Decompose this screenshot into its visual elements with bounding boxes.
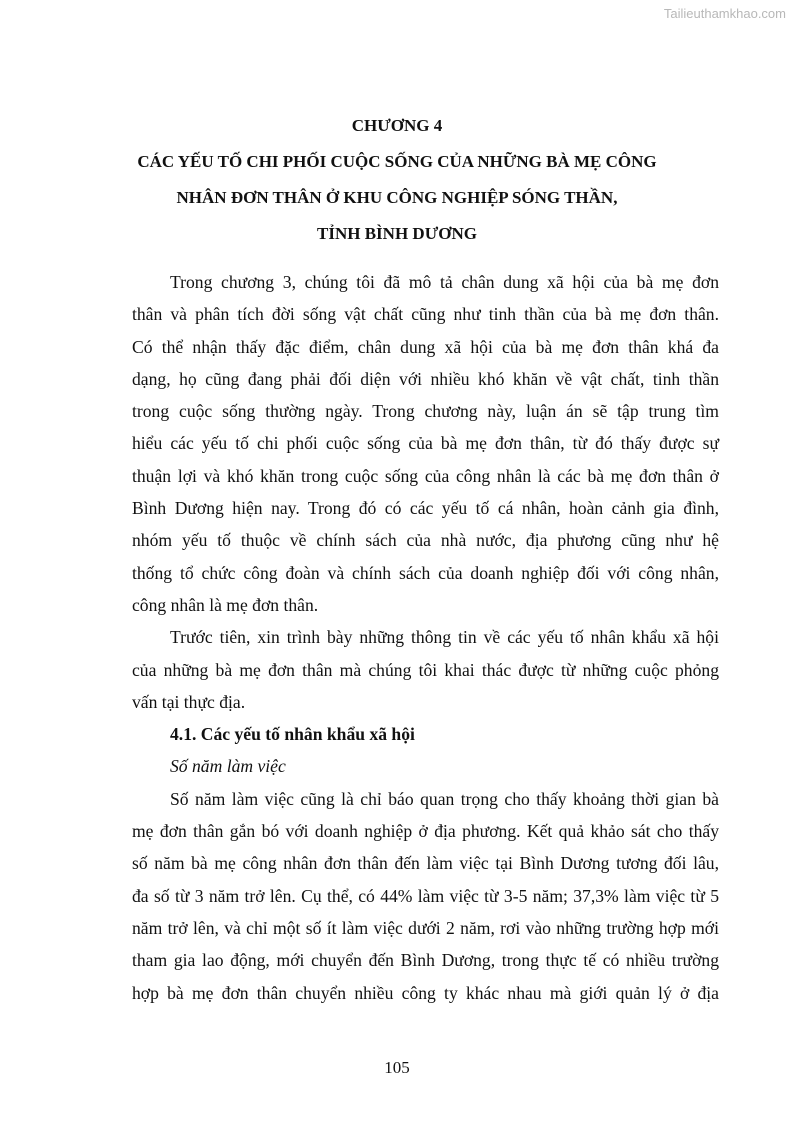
text-line: công nhân là mẹ đơn thân. [132, 594, 319, 615]
text-line: năm trở lên, và chỉ một số ít làm việc dưới 2 năm, rơi vào những trường hợp mới [132, 917, 719, 938]
section-title: 4.1. Các yếu tố nhân khẩu xã hội [170, 724, 415, 745]
chapter-title-line: NHÂN ĐƠN THÂN Ở KHU CÔNG NGHIỆP SÓNG THẦN, [176, 188, 618, 207]
text-line: Trong chương 3, chúng tôi đã mô tả chân dung xã hội của bà mẹ đơn [170, 272, 719, 292]
chapter-title-line: CÁC YẾU TỐ CHI PHỐI CUỘC SỐNG CỦA NHỮNG BÀ MẸ CÔNG [137, 152, 657, 171]
text-line: số năm bà mẹ công nhân đơn thân đến làm việc tại Bình Dương tương đối lâu, [132, 853, 719, 874]
chapter-number: CHƯƠNG 4 [351, 116, 443, 135]
text-line: đa số từ 3 năm trở lên. Cụ thể, có 44% làm việc từ 3-5 năm; 37,3% làm việc từ 5 [132, 885, 719, 906]
text-line: dạng, họ cũng đang phải đối diện với nhiều khó khăn về vật chất, tinh thần [132, 368, 719, 389]
text-line: hợp bà mẹ đơn thân chuyển nhiều công ty khác nhau mà giới quản lý ở địa [132, 982, 719, 1003]
text-line: thống tổ chức công đoàn và chính sách của doanh nghiệp đối với công nhân, [132, 562, 719, 583]
text-line: của những bà mẹ đơn thân mà chúng tôi khai thác được từ những cuộc phỏng [132, 659, 719, 680]
watermark-text: Tailieuthamkhao.com [663, 6, 786, 21]
document-body [132, 266, 719, 1009]
page-number: 105 [384, 1058, 410, 1077]
text-line: thân và phân tích đời sống vật chất cũng như tinh thần của bà mẹ đơn thân. [132, 304, 719, 325]
text-line: vấn tại thực địa. [132, 691, 246, 712]
text-line: thuận lợi và khó khăn trong cuộc sống của công nhân là các bà mẹ đơn thân ở [132, 465, 719, 486]
text-line: nhóm yếu tố thuộc về chính sách của nhà nước, địa phương cũng như hệ [132, 530, 719, 551]
text-line: Trước tiên, xin trình bày những thông tin về các yếu tố nhân khẩu xã hội [170, 627, 719, 648]
text-line: mẹ đơn thân gắn bó với doanh nghiệp ở địa phương. Kết quả khảo sát cho thấy [132, 821, 719, 842]
text-line: tham gia lao động, mới chuyển đến Bình Dương, trong thực tế có nhiều trường [132, 950, 719, 971]
text-line: hiểu các yếu tố chi phối cuộc sống của bà mẹ đơn thân, từ đó thấy được sự [132, 433, 719, 454]
chapter-heading [0, 108, 794, 252]
text-line: Số năm làm việc cũng là chỉ báo quan trọng cho thấy khoảng thời gian bà [170, 788, 719, 809]
chapter-title-line: TỈNH BÌNH DƯƠNG [317, 224, 477, 243]
subsection-title: Số năm làm việc [170, 756, 286, 777]
text-line: trong cuộc sống thường ngày. Trong chương này, luận án sẽ tập trung tìm [132, 401, 719, 422]
text-line: Bình Dương hiện nay. Trong đó có các yếu tố cá nhân, hoàn cảnh gia đình, [132, 498, 719, 519]
text-line: Có thể nhận thấy đặc điểm, chân dung xã hội của bà mẹ đơn thân khá đa [132, 336, 719, 357]
